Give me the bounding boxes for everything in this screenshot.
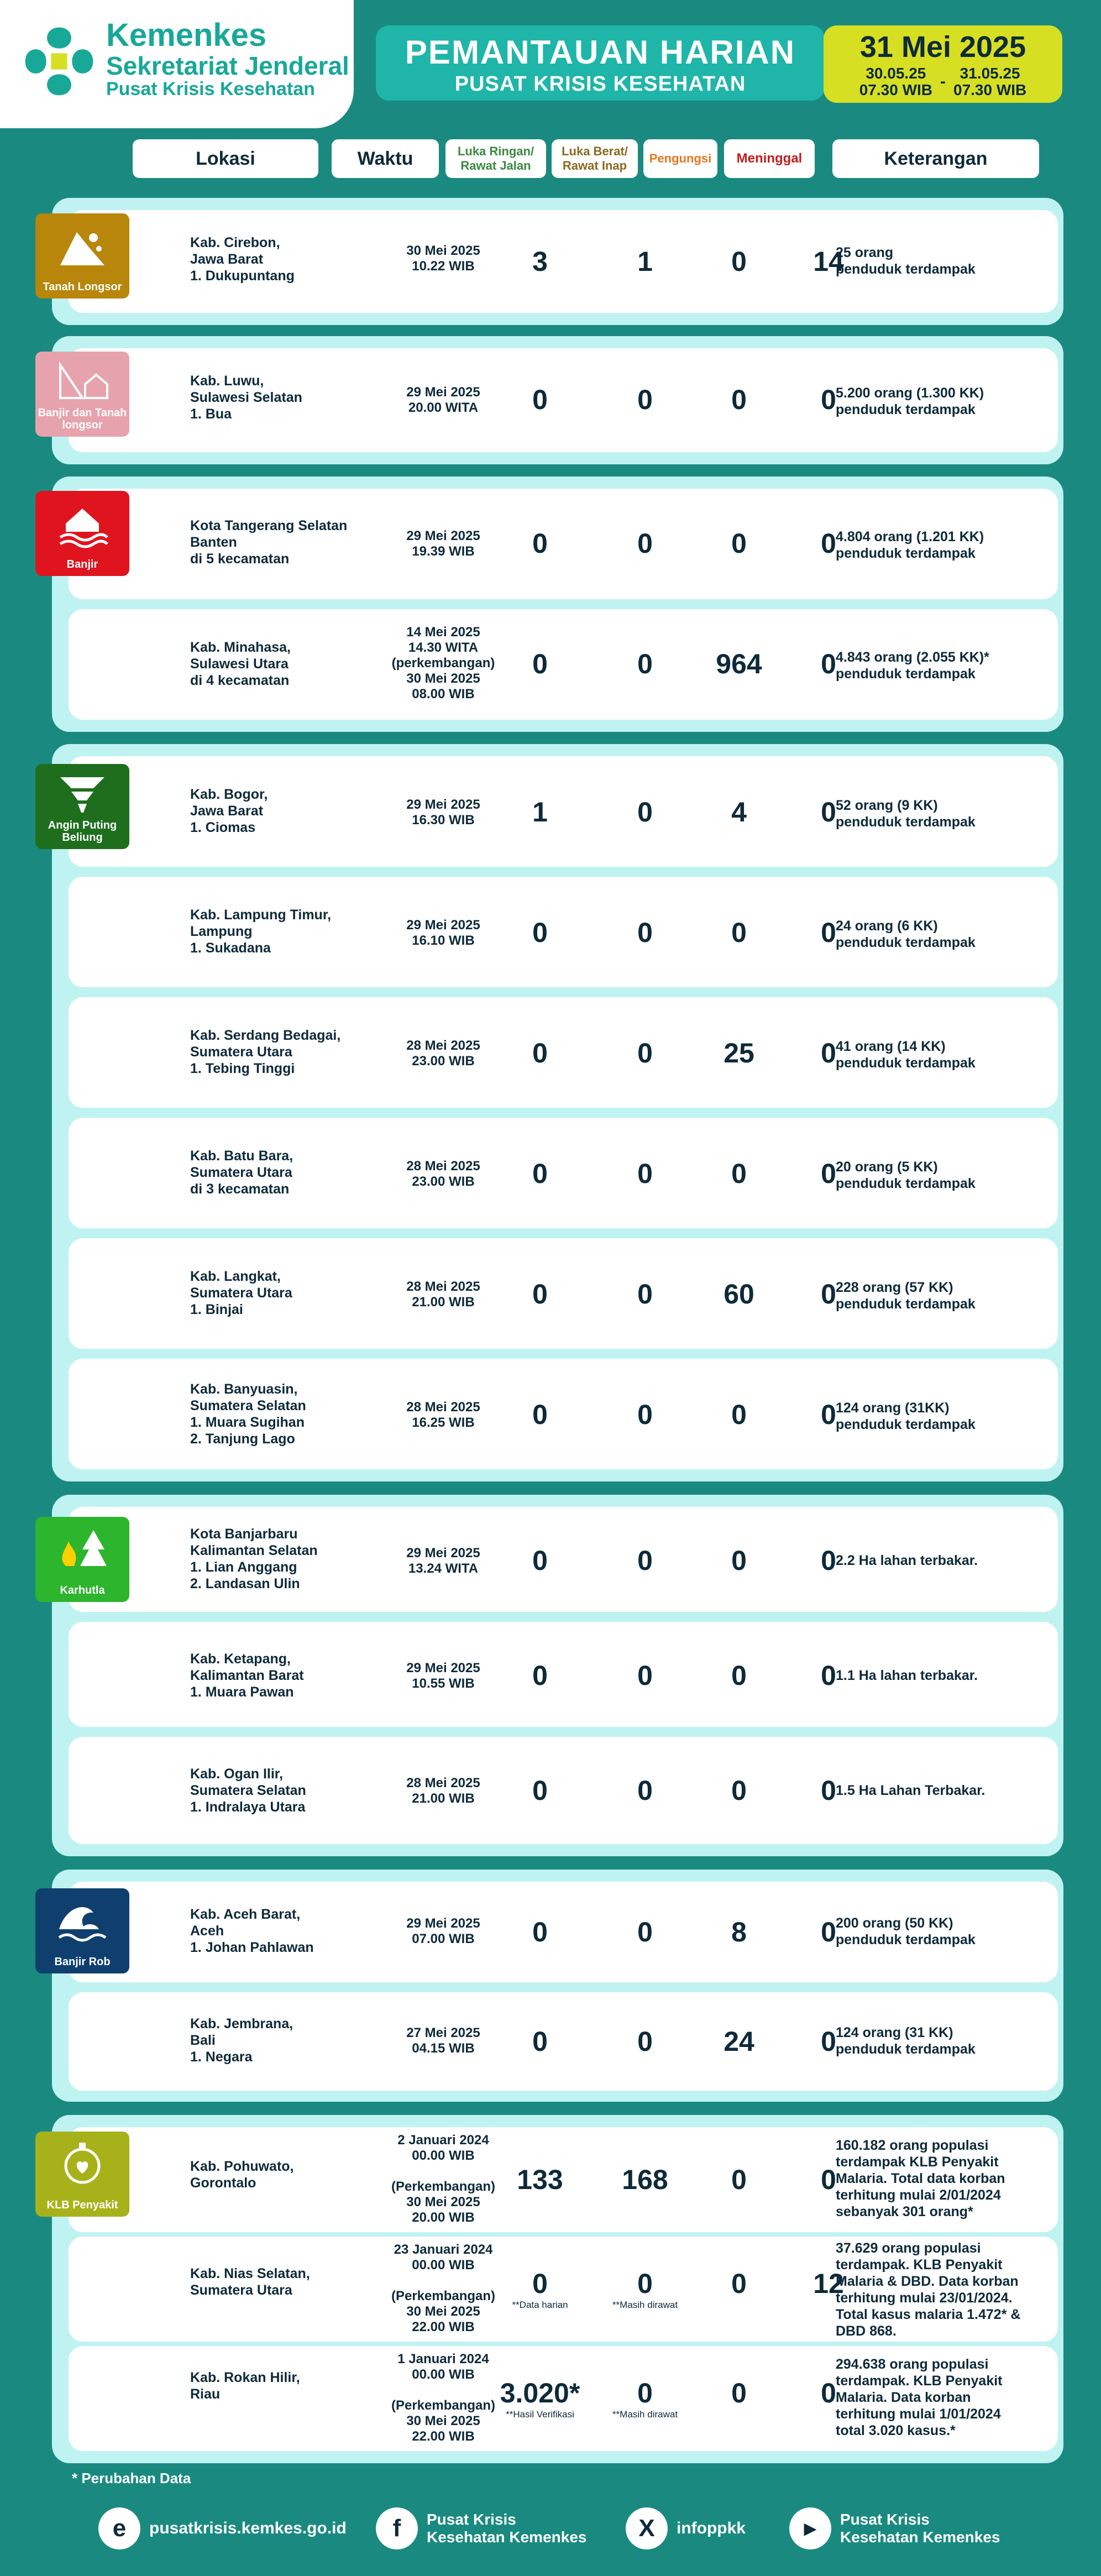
row-luka-berat-value: 0 — [637, 2378, 653, 2409]
col-header-waktu: Waktu — [332, 139, 439, 178]
table-row — [69, 2127, 1058, 2232]
footer-youtube-label: Pusat Krisis Kesehatan Kemenkes — [840, 2511, 1000, 2546]
footer-website[interactable] — [98, 2506, 347, 2551]
row-meninggal: 0 — [821, 1775, 836, 1806]
row-note: 160.182 orang populasi terdampak KLB Penyakit Malaria. Total data korban terhitung mulai 2/01/2024 sebanyak 301 orang* — [836, 2138, 1005, 2219]
category-label: KLB Penyakit — [46, 2199, 118, 2211]
row-luka-ringan: 0 — [532, 648, 548, 679]
row-time: 29 Mei 2025 20.00 WITA — [406, 385, 480, 415]
row-location: Kab. Pohuwato, Gorontalo — [190, 2159, 294, 2191]
row-luka-berat: 0 — [637, 1917, 653, 1947]
date-banner — [824, 25, 1062, 103]
row-luka-ringan: 0 — [532, 1038, 548, 1069]
facebook-icon: f — [376, 2507, 418, 2549]
row-note: 200 orang (50 KK) penduduk terdampak — [836, 1915, 976, 1947]
row-pengungsi: 0 — [731, 1775, 747, 1806]
row-pengungsi: 0 — [731, 2268, 747, 2299]
youtube-icon: ▶ — [789, 2507, 831, 2549]
row-luka-ringan-value: 3.020* — [500, 2378, 580, 2409]
row-luka-berat: 0 — [637, 1279, 653, 1310]
row-meninggal: 0 — [821, 917, 836, 948]
row-luka-ringan-note: **Hasil Verifikasi — [506, 2409, 574, 2420]
row-note: 124 orang (31 KK) penduduk terdampak — [836, 2025, 976, 2057]
row-meninggal: 0 — [821, 797, 836, 828]
row-pengungsi: 964 — [716, 648, 762, 679]
row-pengungsi: 60 — [723, 1279, 754, 1310]
category-angin-badge — [35, 764, 129, 849]
globe-icon: e — [98, 2507, 140, 2549]
category-label: Banjir Rob — [54, 1956, 111, 1968]
row-pengungsi: 0 — [731, 1545, 747, 1576]
row-location: Kab. Nias Selatan, Sumatera Utara — [190, 2266, 310, 2298]
row-meninggal: 0 — [821, 1917, 836, 1947]
row-luka-berat: 0 — [637, 528, 653, 559]
row-pengungsi: 0 — [731, 917, 747, 948]
table-row — [69, 1118, 1058, 1228]
row-luka-berat: 0 — [637, 1399, 653, 1430]
row-note: 41 orang (14 KK) penduduk terdampak — [836, 1039, 976, 1071]
table-row — [69, 348, 1058, 452]
row-time: 28 Mei 2025 16.25 WIB — [406, 1400, 480, 1430]
row-location: Kab. Minahasa, Sulawesi Utara di 4 kecamatan — [190, 640, 291, 688]
row-luka-ringan: 0 — [532, 1545, 548, 1576]
row-time: 14 Mei 2025 14.30 WITA (perkembangan) 30 Mei 2025 08.00 WIB — [391, 625, 495, 701]
flood-landslide-icon — [55, 359, 110, 404]
wave-icon — [55, 1896, 110, 1946]
row-note: 24 orang (6 KK) penduduk terdampak — [836, 918, 976, 950]
table-row — [69, 1507, 1058, 1612]
row-time: 29 Mei 2025 10.55 WIB — [406, 1661, 480, 1691]
table-row — [69, 2237, 1058, 2342]
category-label: Banjir — [66, 558, 98, 570]
brand-line2: Pusat Krisis Kesehatan — [106, 78, 315, 100]
table-row — [69, 997, 1058, 1108]
row-meninggal: 0 — [821, 1158, 836, 1189]
table-row — [69, 2346, 1058, 2451]
row-note: 37.629 orang populasi terdampak. KLB Penyakit Malaria & DBD. Data korban terhitung mulai 23/01/2024. Total kasus malaria 1.472* & DBD 868. — [836, 2240, 1021, 2339]
brand-name: Kemenkes — [106, 17, 267, 53]
row-luka-berat — [598, 2268, 692, 2311]
table-row — [69, 1882, 1058, 1982]
row-luka-ringan: 0 — [532, 528, 548, 559]
row-location: Kab. Luwu, Sulawesi Selatan 1. Bua — [190, 373, 302, 422]
row-luka-ringan: 133 — [517, 2164, 563, 2195]
category-banjir-badge — [35, 491, 129, 576]
row-meninggal: 14 — [813, 246, 844, 277]
row-luka-ringan: 0 — [532, 917, 548, 948]
flood-house-icon — [55, 499, 110, 548]
section-banjir — [52, 477, 1063, 732]
row-pengungsi: 0 — [731, 1399, 747, 1430]
row-luka-berat: 0 — [637, 1158, 653, 1189]
row-luka-berat: 0 — [637, 1545, 653, 1576]
footer-website-label: pusatkrisis.kemkes.go.id — [149, 2519, 347, 2537]
category-label: Angin Puting Beliung — [48, 819, 117, 844]
table-row — [69, 877, 1058, 987]
row-pengungsi: 0 — [731, 384, 747, 415]
row-pengungsi: 0 — [731, 528, 747, 559]
category-label: Tanah Longsor — [43, 281, 122, 293]
category-tanah-longsor-badge — [35, 213, 129, 299]
row-time: 29 Mei 2025 16.30 WIB — [406, 797, 480, 828]
row-note: 4.843 orang (2.055 KK)* penduduk terdampak — [836, 650, 989, 682]
row-location: Kab. Batu Bara, Sumatera Utara di 3 kecamatan — [190, 1148, 293, 1197]
category-banjir-longsor-badge — [35, 352, 129, 437]
brand-line1: Sekretariat Jenderal — [106, 51, 349, 80]
report-period — [824, 65, 1062, 98]
row-pengungsi: 4 — [731, 797, 747, 828]
row-location: Kab. Ogan Ilir, Sumatera Selatan 1. Indralaya Utara — [190, 1766, 306, 1815]
table-row — [69, 1992, 1058, 2091]
period-from-time: 07.30 WIB — [859, 81, 932, 98]
row-luka-berat: 0 — [637, 2026, 653, 2057]
row-location: Kab. Serdang Bedagai, Sumatera Utara 1. Tebing Tinggi — [190, 1028, 341, 1076]
row-time: 27 Mei 2025 04.15 WIB — [406, 2025, 480, 2056]
table-row — [69, 756, 1058, 867]
category-klb-badge — [35, 2132, 129, 2217]
row-meninggal: 0 — [821, 1545, 836, 1576]
row-pengungsi: 25 — [723, 1038, 754, 1069]
row-luka-ringan: 0 — [532, 384, 548, 415]
col-header-keterangan: Keterangan — [832, 139, 1039, 178]
tornado-icon — [55, 772, 110, 821]
row-note: 1.5 Ha Lahan Terbakar. — [836, 1783, 985, 1798]
col-header-pengungsi: Pengungsi — [643, 139, 717, 178]
category-karhutla-badge — [35, 1517, 129, 1602]
row-note: 20 orang (5 KK) penduduk terdampak — [836, 1159, 976, 1191]
row-luka-ringan-note: **Data harian — [512, 2300, 568, 2310]
section-klb-penyakit — [52, 2115, 1063, 2463]
row-location: Kab. Aceh Barat, Aceh 1. Johan Pahlawan — [190, 1907, 314, 1955]
row-luka-berat: 0 — [637, 648, 653, 679]
row-time: 2 Januari 2024 00.00 WIB (Perkembangan) 30 Mei 2025 20.00 WIB — [391, 2133, 496, 2225]
row-note: 1.1 Ha lahan terbakar. — [836, 1668, 978, 1683]
row-luka-berat: 0 — [637, 1775, 653, 1806]
row-meninggal: 0 — [821, 2378, 836, 2409]
table-row — [69, 210, 1058, 313]
row-luka-berat: 0 — [637, 797, 653, 828]
row-location: Kab. Ketapang, Kalimantan Barat 1. Muara Pawan — [190, 1651, 304, 1700]
section-karhutla — [52, 1495, 1063, 1856]
row-time: 28 Mei 2025 21.00 WIB — [406, 1776, 480, 1806]
row-luka-berat-note: **Masih dirawat — [612, 2300, 678, 2310]
table-row — [69, 1622, 1058, 1727]
row-luka-berat-note: **Masih dirawat — [612, 2409, 678, 2420]
footer-x-label: infoppkk — [677, 2519, 746, 2537]
row-note: 2.2 Ha lahan terbakar. — [836, 1553, 978, 1568]
row-luka-ringan: 0 — [532, 1279, 548, 1310]
row-time: 29 Mei 2025 07.00 WIB — [406, 1916, 480, 1946]
row-location: Kab. Rokan Hilir, Riau — [190, 2370, 300, 2402]
row-meninggal: 0 — [821, 1279, 836, 1310]
row-location: Kab. Lampung Timur, Lampung 1. Sukadana — [190, 907, 332, 956]
row-time: 1 Januari 2024 00.00 WIB (Perkembangan) 30 Mei 2025 22.00 WIB — [391, 2352, 496, 2444]
row-pengungsi: 24 — [723, 2026, 754, 2057]
row-luka-berat: 0 — [637, 1038, 653, 1069]
category-label: Banjir dan Tanah longsor — [38, 407, 127, 431]
row-location: Kab. Bogor, Jawa Barat 1. Ciomas — [190, 787, 268, 835]
row-location: Kota Banjarbaru Kalimantan Selatan 1. Lian Anggang 2. Landasan Ulin — [190, 1526, 318, 1591]
row-luka-berat-value: 0 — [637, 2268, 653, 2299]
row-note: 52 orang (9 KK) penduduk terdampak — [836, 798, 976, 830]
row-time: 29 Mei 2025 16.10 WIB — [406, 918, 480, 948]
footer-facebook[interactable] — [376, 2506, 586, 2551]
row-luka-berat: 0 — [637, 1660, 653, 1691]
footer-x[interactable] — [626, 2506, 746, 2551]
row-pengungsi: 0 — [731, 1660, 747, 1691]
col-header-meninggal: Meninggal — [724, 139, 815, 178]
row-meninggal: 0 — [821, 384, 836, 415]
row-location: Kota Tangerang Selatan Banten di 5 kecamatan — [190, 518, 348, 567]
row-pengungsi: 8 — [731, 1917, 747, 1947]
section-angin-puting-beliung — [52, 744, 1063, 1481]
row-luka-ringan: 3 — [532, 246, 548, 277]
footer-facebook-label: Pusat Krisis Kesehatan Kemenkes — [427, 2511, 587, 2546]
row-luka-ringan: 0 — [532, 1775, 548, 1806]
landslide-icon — [55, 221, 110, 271]
row-meninggal: 0 — [821, 1038, 836, 1069]
row-time: 30 Mei 2025 10.22 WIB — [406, 243, 480, 274]
table-row — [69, 1238, 1058, 1349]
row-meninggal: 0 — [821, 2164, 836, 2195]
row-meninggal: 0 — [821, 1660, 836, 1691]
row-time: 23 Januari 2024 00.00 WIB (Perkembangan) 30 Mei 2025 22.00 WIB — [391, 2242, 496, 2334]
row-location: Kab. Banyuasin, Sumatera Selatan 1. Muara Sugihan 2. Tanjung Lago — [190, 1381, 306, 1447]
section-tanah-longsor — [52, 198, 1063, 325]
row-location: Kab. Cirebon, Jawa Barat 1. Dukupuntang — [190, 235, 295, 284]
footer-youtube[interactable] — [789, 2506, 1000, 2551]
period-to-date: 31.05.25 — [960, 65, 1020, 82]
table-row — [69, 1737, 1058, 1844]
row-location: Kab. Jembrana, Bali 1. Negara — [190, 2016, 293, 2065]
row-note: 4.804 orang (1.201 KK) penduduk terdampak — [836, 529, 984, 561]
row-time: 29 Mei 2025 13.24 WITA — [406, 1546, 480, 1576]
row-meninggal: 12 — [813, 2268, 844, 2299]
x-icon: X — [626, 2507, 668, 2549]
row-luka-ringan: 0 — [532, 1917, 548, 1947]
row-meninggal: 0 — [821, 528, 836, 559]
row-pengungsi: 0 — [731, 1158, 747, 1189]
row-luka-ringan: 0 — [532, 1158, 548, 1189]
row-pengungsi: 0 — [731, 246, 747, 277]
row-luka-berat: 0 — [637, 917, 653, 948]
page-subtitle: PUSAT KRISIS KESEHATAN — [454, 72, 746, 96]
row-location: Kab. Langkat, Sumatera Utara 1. Binjai — [190, 1269, 292, 1317]
row-luka-ringan: 1 — [532, 797, 548, 828]
row-luka-berat: 168 — [622, 2164, 668, 2195]
row-note: 25 orang penduduk terdampak — [836, 245, 976, 277]
row-note: 228 orang (57 KK) penduduk terdampak — [836, 1280, 976, 1312]
period-to-time: 07.30 WIB — [953, 81, 1027, 98]
page-title: PEMANTAUAN HARIAN — [405, 34, 796, 71]
table-row — [69, 609, 1058, 720]
row-luka-ringan: 0 — [532, 2026, 548, 2057]
col-header-lokasi: Lokasi — [133, 139, 318, 178]
table-row — [69, 1359, 1058, 1469]
category-rob-badge — [35, 1888, 129, 1973]
header-logo-panel — [0, 0, 354, 128]
row-pengungsi: 0 — [731, 2378, 747, 2409]
period-separator: - — [940, 72, 946, 91]
row-meninggal: 0 — [821, 1399, 836, 1430]
row-note: 5.200 orang (1.300 KK) penduduk terdampak — [836, 385, 984, 417]
section-banjir-longsor — [52, 336, 1063, 464]
footnote: * Perubahan Data — [72, 2470, 191, 2486]
row-luka-ringan: 0 — [532, 1660, 548, 1691]
col-header-luka-berat: Luka Berat/ Rawat Inap — [552, 139, 638, 178]
forest-fire-icon — [55, 1525, 110, 1574]
row-note: 124 orang (31KK) penduduk terdampak — [836, 1400, 976, 1432]
row-time: 28 Mei 2025 21.00 WIB — [406, 1279, 480, 1310]
row-pengungsi: 0 — [731, 2164, 747, 2195]
category-label: Karhutla — [60, 1584, 105, 1596]
row-meninggal: 0 — [821, 648, 836, 679]
row-luka-ringan-value: 0 — [532, 2268, 548, 2299]
row-meninggal: 0 — [821, 2026, 836, 2057]
row-note: 294.638 orang populasi terdampak. KLB Penyakit Malaria. Data korban terhitung mulai 1/01/2024 total 3.020 kasus.* — [836, 2357, 1003, 2438]
kemenkes-logo-icon — [19, 21, 99, 102]
row-luka-berat: 1 — [637, 246, 653, 277]
row-luka-ringan — [493, 2268, 587, 2311]
title-banner — [376, 25, 825, 101]
row-luka-ringan: 0 — [532, 1399, 548, 1430]
row-time: 29 Mei 2025 19.39 WIB — [406, 528, 480, 559]
row-luka-berat: 0 — [637, 384, 653, 415]
stopwatch-heart-icon — [55, 2139, 110, 2189]
section-banjir-rob — [52, 1870, 1063, 2102]
row-time: 28 Mei 2025 23.00 WIB — [406, 1159, 480, 1189]
row-time: 28 Mei 2025 23.00 WIB — [406, 1038, 480, 1069]
table-row — [69, 489, 1058, 599]
row-luka-ringan — [493, 2377, 587, 2420]
period-from-date: 30.05.25 — [866, 65, 926, 82]
row-luka-berat — [598, 2377, 692, 2420]
col-header-luka-ringan: Luka Ringan/ Rawat Jalan — [445, 139, 546, 178]
report-date: 31 Mei 2025 — [859, 30, 1026, 64]
